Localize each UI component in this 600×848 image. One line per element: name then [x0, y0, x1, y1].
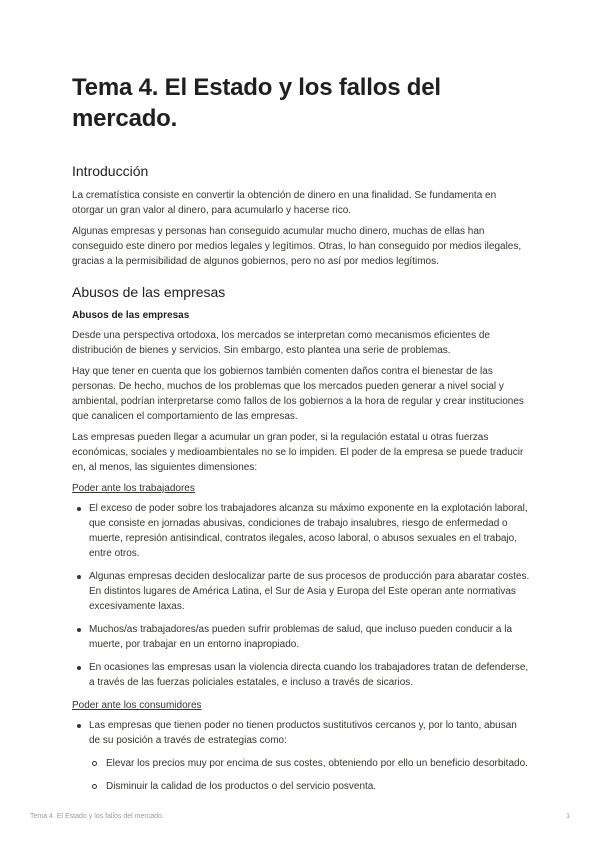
nested-list-item: Elevar los precios muy por encima de sus costes, obteniendo por ello un beneficio desorbitado. [89, 756, 530, 771]
section-heading-introduccion: Introducción [72, 163, 149, 179]
page-title: Tema 4. El Estado y los fallos del mercado. [72, 74, 441, 132]
page-footer [30, 812, 570, 821]
document-body [72, 72, 530, 802]
subsection-heading-abusos: Abusos de las empresas [72, 310, 190, 321]
page-number: 1 [566, 813, 570, 820]
label-poder-trabajadores: Poder ante los trabajadores [72, 483, 195, 494]
footer-title: Tema 4. El Estado y los fallos del mercado. [30, 813, 164, 820]
list-item: En ocasiones las empresas usan la violencia directa cuando los trabajadores tratan de defenderse, a través de las fuerzas policiales estatales, e incluso a través de sicarios. [72, 660, 530, 690]
paragraph: La crematística consiste en convertir la obtención de dinero en una finalidad. Se fundamenta en otorgar un gran valor al dinero, para acumularlo y hacerse rico. [72, 190, 497, 216]
paragraph: Algunas empresas y personas han conseguido acumular mucho dinero, muchas de ellas han conseguido este dinero por medios legales y legítimos. Otras, lo han conseguido por medios ilegales, gracias a la permisibilidad de algunos gobiernos, pero no así por medios legítimos. [72, 226, 522, 267]
paragraph: Hay que tener en cuenta que los gobiernos también comenten daños contra el bienestar de las personas. De hecho, muchos de los problemas que los mercados pueden generar a nivel social y ambiental, podrían interpretarse como fallos de los gobiernos a la hora de regular y crear instituciones que canalicen el comportamiento de las empresas. [72, 366, 524, 422]
label-poder-consumidores: Poder ante los consumidores [72, 700, 202, 711]
list-item: Muchos/as trabajadores/as pueden sufrir problemas de salud, que incluso pueden conducir a la muerte, por trabajar en un entorno inapropiado. [72, 622, 530, 652]
nested-list-item: Disminuir la calidad de los productos o del servicio posventa. [89, 779, 530, 794]
list-item: Algunas empresas deciden deslocalizar parte de sus procesos de producción para abaratar costes. En distintos lugares de América Latina, el Sur de Asia y Europa del Este operan ante normativas excesivamente laxas. [72, 569, 530, 614]
bullet-list-trabajadores [72, 501, 530, 690]
list-item [72, 718, 530, 794]
section-heading-abusos: Abusos de las empresas [72, 284, 226, 300]
paragraph: Desde una perspectiva ortodoxa, los mercados se interpretan como mecanismos eficientes de distribución de bienes y servicios. Sin embargo, esto plantea una serie de problemas. [72, 330, 490, 356]
paragraph: Las empresas pueden llegar a acumular un gran poder, si la regulación estatal u otras fuerzas económicas, sociales y medioambientales no se lo impiden. El poder de la empresa se puede traducir en, al menos, las siguientes dimensiones: [72, 432, 524, 473]
list-item-text: Las empresas que tienen poder no tienen productos sustitutivos cercanos y, por lo tanto, abusan de su posición a través de estrategias como: [89, 720, 517, 746]
list-item: El exceso de poder sobre los trabajadores alcanza su máximo exponente en la explotación laboral, que consiste en jornadas abusivas, condiciones de trabajo insalubres, riesgo de enfermedad o muerte, represión antisindical, contratos ilegales, acoso laboral, o abusos sexuales en el trabajo, entre otros. [72, 501, 530, 561]
bullet-list-consumidores [72, 718, 530, 794]
nested-list [89, 756, 530, 794]
